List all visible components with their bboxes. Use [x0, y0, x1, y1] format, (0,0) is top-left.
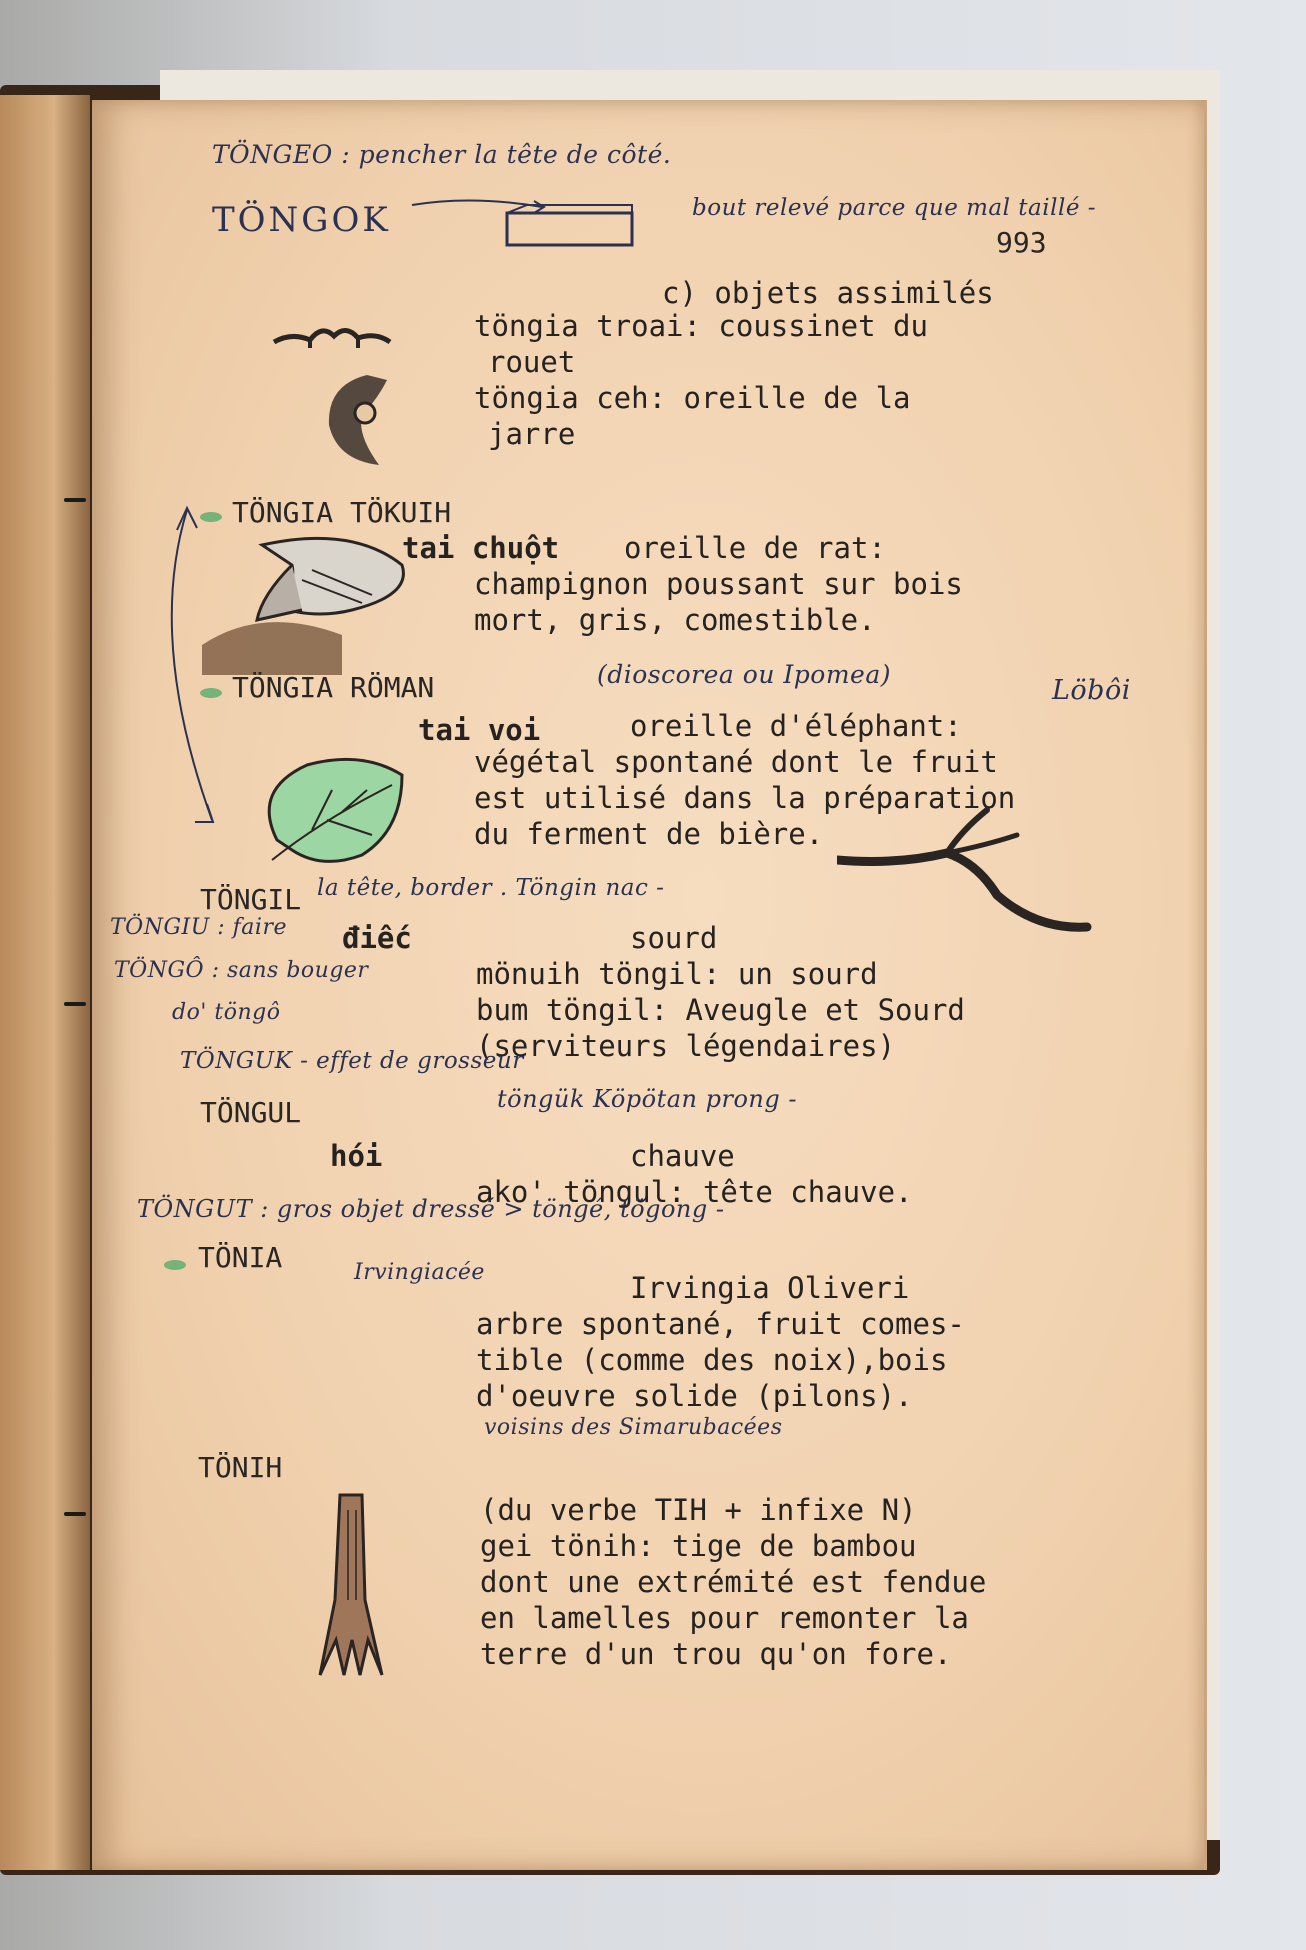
- roman-def-2: végétal spontané dont le fruit: [474, 745, 998, 779]
- note-voisins: voisins des Simarubacées: [484, 1415, 783, 1440]
- headword-tongia-tokuih: TÖNGIA TÖKUIH: [232, 496, 452, 529]
- spindle-sketch-icon: [272, 318, 392, 358]
- mushroom-sketch-icon: [202, 525, 422, 675]
- branch-sketch-icon: [837, 805, 1097, 945]
- note-do-tongo: do' töngô: [172, 1000, 281, 1025]
- note-tongok-word: TÖNGOK: [212, 200, 391, 240]
- vn-tai-voi: tai voi: [418, 713, 541, 747]
- roman-def-4: du ferment de bière.: [474, 817, 824, 851]
- tonia-def-2: arbre spontané, fruit comes-: [476, 1307, 965, 1341]
- green-marker: [200, 688, 222, 698]
- note-tongil: la tête, border . Töngin nac -: [317, 875, 665, 901]
- tongil-def-1: sourd: [630, 921, 718, 955]
- section-line-4: jarre: [488, 417, 576, 451]
- tonia-def-4: d'oeuvre solide (pilons).: [476, 1379, 913, 1413]
- tonih-def-2: gei tönih: tige de bambou: [480, 1529, 917, 1563]
- tonia-def-1: Irvingia Oliveri: [630, 1271, 910, 1305]
- left-page-edge: [0, 95, 90, 1870]
- tonih-def-3: dont une extrémité est fendue: [480, 1565, 987, 1599]
- section-line-3: töngia ceh: oreille de la: [474, 381, 911, 415]
- note-tongok: bout relevé parce que mal taillé -: [692, 195, 1097, 221]
- roman-def-1: oreille d'éléphant:: [630, 709, 962, 743]
- headword-tongia-roman: TÖNGIA RÖMAN: [232, 671, 435, 704]
- note-loboi: Löbôi: [1052, 675, 1131, 706]
- tongul-def-2: ako' töngul: tête chauve.: [476, 1175, 913, 1209]
- vn-tai-chuot: tai chuột: [402, 531, 560, 565]
- jar-handle-sketch-icon: [317, 365, 397, 475]
- tonih-def-5: terre d'un trou qu'on fore.: [480, 1637, 952, 1671]
- dictionary-page: [92, 100, 1207, 1870]
- note-tonguk: TÖNGUK - effet de grosseur: [180, 1048, 524, 1074]
- headword-tongil: TÖNGIL: [200, 883, 302, 916]
- tongil-def-3: bum töngil: Aveugle et Sourd: [476, 993, 965, 1027]
- vn-hoi: hói: [330, 1139, 383, 1173]
- tongil-def-2: mönuih töngil: un sourd: [476, 957, 878, 991]
- tokuih-def-1: oreille de rat:: [624, 531, 886, 565]
- headword-tongul: TÖNGUL: [200, 1096, 302, 1129]
- binding-thread: [64, 1002, 86, 1006]
- binding-thread: [64, 498, 86, 502]
- box-sketch-icon: [402, 185, 642, 255]
- section-line-1: töngia troai: coussinet du: [474, 309, 928, 343]
- vn-diec: điếc: [342, 921, 412, 955]
- tonia-def-3: tible (comme des noix),bois: [476, 1343, 948, 1377]
- headword-tonih: TÖNIH: [198, 1451, 283, 1484]
- note-tongeo: TÖNGEO : pencher la tête de côté.: [212, 140, 672, 169]
- section-line-2: rouet: [488, 345, 576, 379]
- note-tonguk-example: töngük Köpötan prong -: [497, 1085, 797, 1113]
- note-tongo: TÖNGÔ : sans bouger: [114, 958, 369, 983]
- tongil-def-4: (serviteurs légendaires): [476, 1029, 896, 1063]
- split-bamboo-sketch-icon: [310, 1490, 390, 1680]
- tonih-def-1: (du verbe TIH + infixe N): [480, 1493, 917, 1527]
- binding-thread: [64, 1512, 86, 1516]
- section-heading: c) objets assimilés: [662, 276, 994, 310]
- note-irvingiacee: Irvingiacée: [354, 1260, 485, 1285]
- tokuih-def-2: champignon poussant sur bois: [474, 567, 963, 601]
- page-number: 993: [996, 226, 1047, 259]
- note-tongut: TÖNGUT : gros objet dressé > töngé, tögong -: [137, 1195, 725, 1223]
- note-tongiu: TÖNGIU : faire: [110, 915, 287, 940]
- tokuih-def-3: mort, gris, comestible.: [474, 603, 876, 637]
- roman-def-3: est utilisé dans la préparation: [474, 781, 1016, 815]
- headword-tonia: TÖNIA: [198, 1241, 283, 1274]
- note-dioscorea: (dioscorea ou Ipomea): [597, 660, 891, 689]
- tongul-def-1: chauve: [630, 1139, 735, 1173]
- green-leaf-sketch-icon: [252, 750, 412, 870]
- green-marker: [164, 1260, 186, 1270]
- tonih-def-4: en lamelles pour remonter la: [480, 1601, 969, 1635]
